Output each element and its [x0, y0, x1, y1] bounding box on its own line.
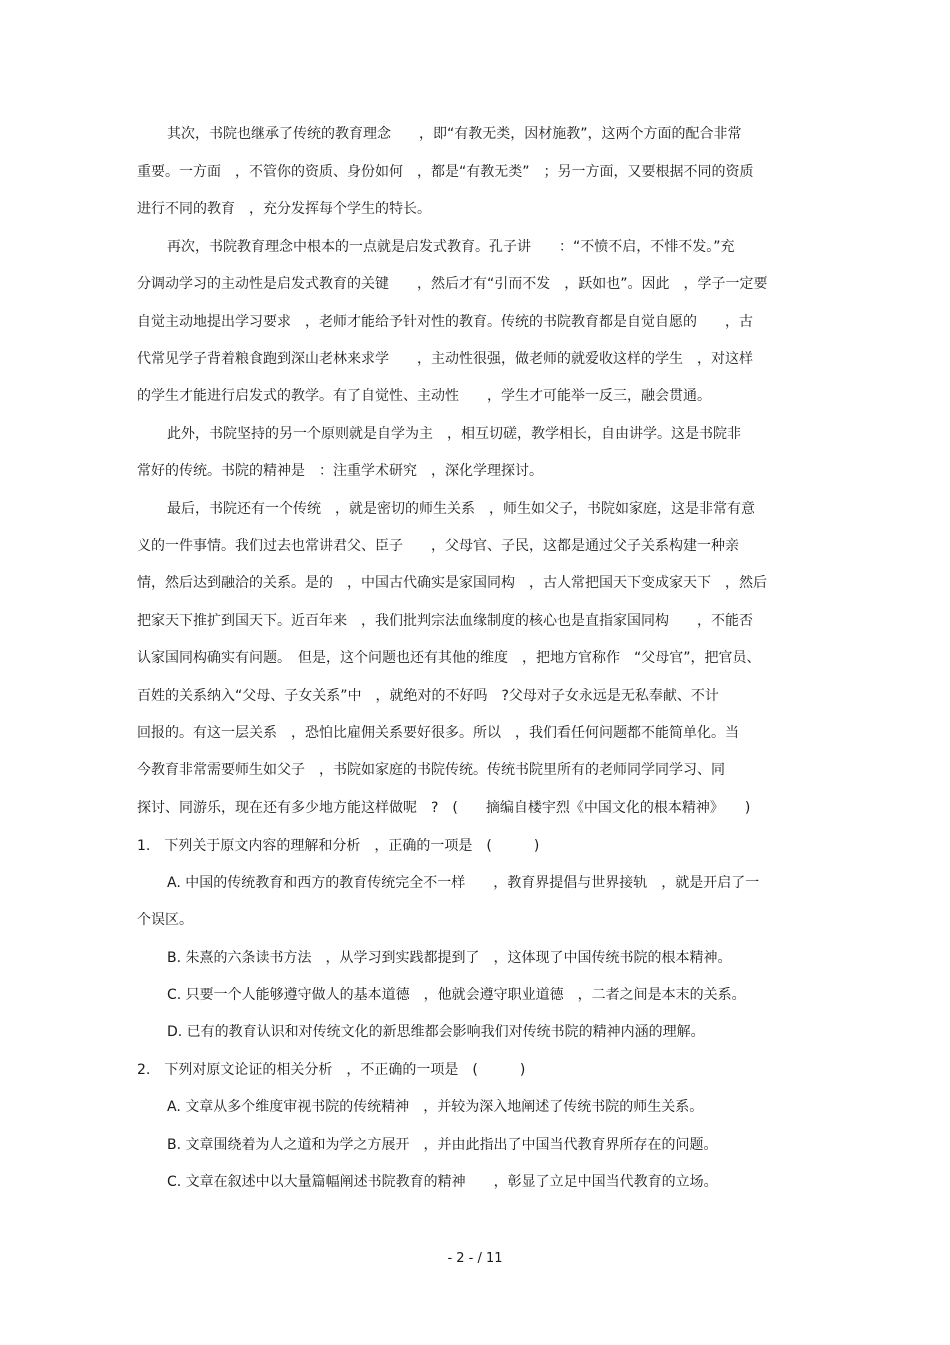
paragraph-line: 今教育非常需要师生如父子 ，书院如家庭的书院传统。传统书院里所有的老师同学同学习、同: [137, 762, 725, 778]
page-number: - 2 - / 11: [447, 1251, 503, 1266]
paragraph-line: 分调动学习的主动性是启发式教育的关键 ，然后才有“引而不发 ，跃如也”。因此 ，学子一定要: [137, 276, 768, 292]
question-2-stem: 2. 下列对原文论证的相关分析 ，不正确的一项是 ( ): [137, 1062, 526, 1078]
question-1-option-c: C. 只要一个人能够遵守做人的基本道德 ，他就会遵守职业道德 ，二者之间是本末的关系。: [167, 987, 746, 1003]
question-1-stem: 1. 下列关于原文内容的理解和分析 ，正确的一项是 ( ): [137, 838, 540, 854]
paragraph-line: 其次，书院也继承了传统的教育理念 ，即“有教无类，因材施教”，这两个方面的配合非常: [167, 126, 742, 142]
paragraph-line: 自觉主动地提出学习要求 ，老师才能给予针对性的教育。传统的书院教育都是自觉自愿的 ，古: [137, 314, 753, 330]
paragraph-line: 重要。一方面 ，不管你的资质、身份如何 ，都是“有教无类” ；另一方面，又要根据不同的资质: [137, 164, 754, 180]
question-1-option-a: A. 中国的传统教育和西方的教育传统完全不一样 ，教育界提倡与世界接轨 ，就是开启了一: [167, 875, 760, 891]
paragraph-line: 进行不同的教育 ，充分发挥每个学生的特长。: [137, 201, 431, 217]
paragraph-line: 常好的传统。书院的精神是 ：注重学术研究 ，深化学理探讨。: [137, 463, 543, 479]
paragraph-line: 最后，书院还有一个传统 ，就是密切的师生关系 ，师生如父子，书院如家庭，这是非常有意: [167, 501, 755, 517]
question-2-option-b: B. 文章围绕着为人之道和为学之方展开 ，并由此指出了中国当代教育界所存在的问题。: [167, 1137, 718, 1153]
question-2-option-c: C. 文章在叙述中以大量篇幅阐述书院教育的精神 ，彰显了立足中国当代教育的立场。: [167, 1174, 718, 1190]
paragraph-line: 情，然后达到融洽的关系。是的 ，中国古代确实是家国同构 ，古人常把国天下变成家天下 ，然后: [137, 575, 767, 591]
paragraph-line: 再次，书院教育理念中根本的一点就是启发式教育。孔子讲 ：“不愤不启，不悱不发。”充: [167, 239, 735, 255]
paragraph-line: 代常见学子背着粮食跑到深山老林来求学 ，主动性很强，做老师的就爱收这样的学生 ，对这样: [137, 351, 753, 367]
paragraph-line: 的学生才能进行启发式的教学。有了自觉性、主动性 ，学生才可能举一反三，融会贯通。: [137, 388, 711, 404]
paragraph-line: 百姓的关系纳入“父母、子女关系”中 ，就绝对的不好吗 ?父母对子女永远是无私奉献、不计: [137, 688, 719, 704]
paragraph-line: 义的一件事情。我们过去也常讲君父、臣子 ，父母官、子民，这都是通过父子关系构建一种亲: [137, 538, 739, 554]
paragraph-line: 认家国同构确实有问题。 但是，这个问题也还有其他的维度 ，把地方官称作 “父母官”，把官员、: [137, 650, 761, 666]
paragraph-line: 把家天下推扩到国天下。近百年来 ，我们批判宗法血缘制度的核心也是直指家国同构 ，不能否: [137, 613, 753, 629]
question-1-option-a-cont: 个误区。: [137, 912, 193, 928]
paragraph-line: 探讨、同游乐，现在还有多少地方能这样做呢 ? ( 摘编自楼宇烈《中国文化的根本精神》 ): [137, 800, 751, 816]
paragraph-line: 回报的。有这一层关系 ，恐怕比雇佣关系要好很多。所以 ，我们看任何问题都不能简单化。当: [137, 725, 739, 741]
paragraph-line: 此外，书院坚持的另一个原则就是自学为主 ，相互切磋，教学相长，自由讲学。这是书院非: [167, 426, 741, 442]
question-2-option-a: A. 文章从多个维度审视书院的传统精神 ，并较为深入地阐述了传统书院的师生关系。: [167, 1099, 704, 1115]
question-1-option-d: D. 已有的教育认识和对传统文化的新思维都会影响我们对传统书院的精神内涵的理解。: [167, 1024, 705, 1040]
question-1-option-b: B. 朱熹的六条读书方法 ，从学习到实践都提到了 ，这体现了中国传统书院的根本精神。: [167, 950, 732, 966]
